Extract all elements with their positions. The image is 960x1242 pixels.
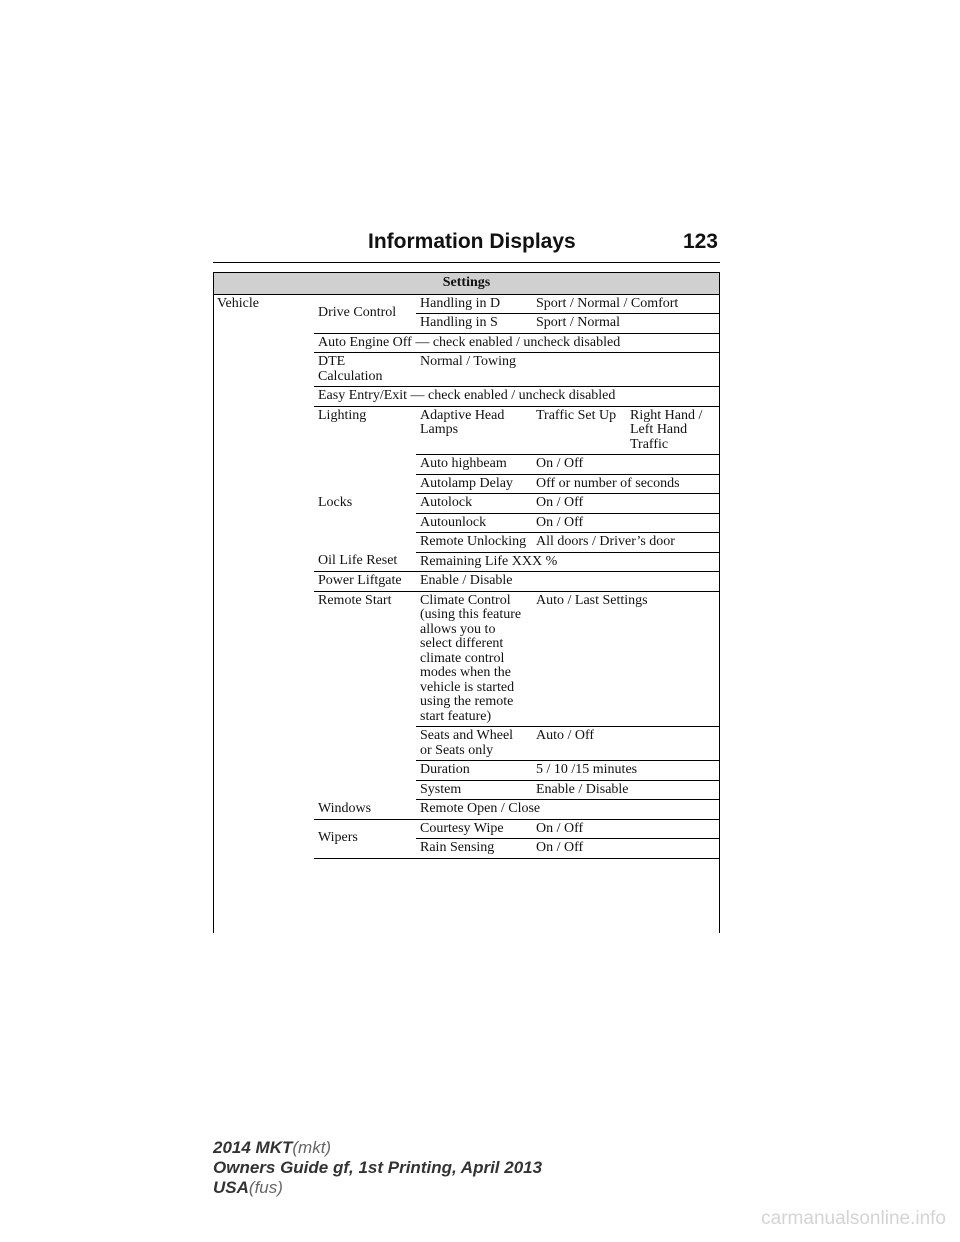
page-number: 123 [682,230,718,253]
cell: Remote Unlocking [416,533,532,553]
cell: Rain Sensing [416,839,532,859]
cell: Traffic Set Up [532,406,626,455]
cell: Auto Engine Off — check enabled / uncheck disabled [314,333,720,353]
cell: On / Off [532,455,720,475]
cell: Handling in S [416,314,532,334]
cell: Enable / Disable [416,572,720,592]
cell: Remaining Life XXX % [416,552,720,572]
cell: Courtesy Wipe [416,819,532,839]
settings-table [213,272,720,859]
cell: On / Off [532,513,720,533]
footer-model: 2014 MKT [213,1138,293,1157]
watermark: carmanualsonline.info [761,1208,946,1229]
cell: System [416,780,532,800]
cell: Right Hand / Left Hand Traffic [626,406,720,455]
cell: Remote Open / Close [416,800,720,820]
cell: On / Off [532,494,720,514]
cell: All doors / Driver’s door [532,533,720,553]
cell: Duration [416,761,532,781]
cell: Auto / Last Settings [532,591,720,727]
cell: Off or number of seconds [532,474,720,494]
cell: 5 / 10 /15 minutes [532,761,720,781]
cell: Climate Control (using this feature allows you to select different climate control modes when the vehicle is started using the remote start feature) [416,591,532,727]
lighting-label: Lighting [318,407,367,423]
cell: Autolamp Delay [416,474,532,494]
cell: Easy Entry/Exit — check enabled / uncheck disabled [314,387,720,407]
footer-market: USA [213,1178,249,1197]
table-header-row [213,273,720,295]
footer-guide: Owners Guide gf, 1st Printing, April 2013 [213,1158,543,1177]
cell: Sport / Normal [532,314,720,334]
drive-control-label: Drive Control [314,294,416,333]
cell: Oil Life Reset [314,552,416,572]
cell: Seats and Wheel or Seats only [416,727,532,761]
cell: On / Off [532,819,720,839]
cell: Adaptive Head Lamps [416,406,532,455]
cell: Normal / Towing [416,353,720,387]
cell: On / Off [532,839,720,859]
page-header [213,226,720,263]
locks-label: Locks [318,494,353,510]
cell: Handling in D [416,294,532,314]
cell: Autounlock [416,513,532,533]
cell: Auto / Off [532,727,720,761]
vehicle-label: Vehicle [217,295,259,311]
page-title: Information Displays [368,230,576,253]
cell: DTE Calculation [314,353,416,387]
cell: Auto highbeam [416,455,532,475]
footer-model-code: (mkt) [292,1138,332,1157]
cell: Windows [314,800,416,820]
cell: Sport / Normal / Comfort [532,294,720,314]
cell: Enable / Disable [532,780,720,800]
table-row [213,294,720,314]
cell: Power Liftgate [314,572,416,592]
cell: Autolock [416,494,532,514]
footer-market-code: (fus) [248,1178,283,1197]
remote-start-label: Remote Start [318,592,392,608]
wipers-label: Wipers [314,819,416,858]
page-footer [213,1138,542,1198]
table-heading: Settings [213,273,720,295]
